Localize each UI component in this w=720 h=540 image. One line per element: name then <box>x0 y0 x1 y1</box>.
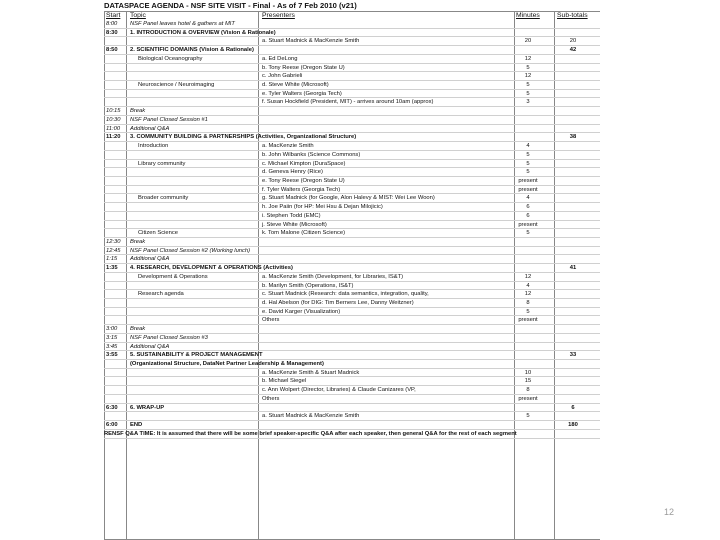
agenda-row <box>104 255 600 264</box>
row-minutes: 4 <box>526 282 530 289</box>
agenda-row <box>104 247 600 256</box>
row-subtotal: 180 <box>568 422 578 429</box>
row-minutes: present <box>518 395 538 402</box>
row-start-time: 3:00 <box>106 326 118 333</box>
agenda-row <box>104 37 600 46</box>
row-minutes: 12 <box>524 73 532 80</box>
row-presenter: b. Marilyn Smith (Operations, IS&T) <box>262 282 354 289</box>
row-presenter: d. Geneva Henry (Rice) <box>262 169 323 176</box>
row-subtopic: Neuroscience / Neuroimaging <box>138 82 215 89</box>
row-minutes: 12 <box>524 55 532 62</box>
agenda-row <box>104 133 600 142</box>
row-minutes: 5 <box>526 82 530 89</box>
row-minutes: 5 <box>526 413 530 420</box>
row-presenter: a. Stuart Madnick & MacKenzie Smith <box>262 38 360 45</box>
row-presenter: e. Tony Reese (Oregon State U) <box>262 177 345 184</box>
row-minutes: 8 <box>526 387 530 394</box>
row-minutes: present <box>518 221 538 228</box>
row-subtotal: 33 <box>569 352 577 359</box>
row-minutes: 5 <box>526 90 530 97</box>
row-start-time: 12:45 <box>106 247 121 254</box>
row-topic: Break <box>130 238 146 245</box>
agenda-row <box>104 238 600 247</box>
agenda-row <box>104 90 600 99</box>
row-presenter: d. Steve White (Microsoft) <box>262 82 329 89</box>
row-presenter: Others <box>262 317 280 324</box>
header-minutes: Minutes <box>516 12 540 19</box>
row-minutes: 4 <box>526 143 530 150</box>
row-start-time: 11:00 <box>106 125 121 132</box>
row-minutes: 12 <box>524 273 532 280</box>
row-presenter: b. Michael Siegel <box>262 378 307 385</box>
row-subtotal: 20 <box>569 38 577 45</box>
agenda-row <box>104 160 600 169</box>
agenda-row <box>104 29 600 38</box>
agenda-row <box>104 212 600 221</box>
row-subtopic: Introduction <box>138 143 169 150</box>
row-presenter: a. MacKenzie Smith <box>262 143 314 150</box>
row-presenter: h. Joe Paiin (for HP: Mei Hsu & Dejan Milojicic) <box>262 204 383 211</box>
agenda-row <box>104 264 600 273</box>
agenda-row <box>104 404 600 413</box>
row-topic: END <box>130 422 143 429</box>
row-topic: Additional Q&A <box>130 125 170 132</box>
row-presenter: a. MacKenzie Smith & Stuart Madnick <box>262 369 360 376</box>
row-topic: 5. SUSTAINABILITY & PROJECT MANAGEMENT <box>130 352 263 359</box>
agenda-row <box>104 107 600 116</box>
row-subtopic: Citizen Science <box>138 230 178 237</box>
agenda-row <box>104 186 600 195</box>
agenda-row <box>104 308 600 317</box>
row-presenter: c. John Gabrieli <box>262 73 303 80</box>
row-presenter: b. John Wilbanks (Science Commons) <box>262 151 361 158</box>
row-subtotal: 42 <box>569 47 577 54</box>
row-presenter: e. Tyler Walters (Georgia Tech) <box>262 90 342 97</box>
row-minutes: 10 <box>524 369 532 376</box>
agenda-row <box>104 421 600 430</box>
row-subtopic: Development & Operations <box>138 273 208 280</box>
row-subtotal: 38 <box>569 134 577 141</box>
agenda-sheet <box>104 0 600 540</box>
agenda-row <box>104 430 600 439</box>
row-presenter: Others <box>262 395 280 402</box>
row-start-time: 3:45 <box>106 343 118 350</box>
row-topic: NSF Panel Closed Session #3 <box>130 334 208 341</box>
agenda-row <box>104 316 600 325</box>
agenda-row <box>104 229 600 238</box>
row-minutes: 6 <box>526 204 530 211</box>
agenda-row <box>104 194 600 203</box>
row-subtopic: Research agenda <box>138 291 184 298</box>
row-topic: 1. INTRODUCTION & OVERVIEW (Vision & Rationale) <box>130 29 276 36</box>
row-minutes: present <box>518 186 538 193</box>
row-start-time: 10:15 <box>106 108 121 115</box>
row-start-time: 1:35 <box>106 265 118 272</box>
row-presenter: c. Stuart Madnick (Research: data semantics, integration, quality, <box>262 291 429 298</box>
row-topic: 3. COMMUNITY BUILDING & PARTNERSHIPS (Activities, Organizational Structure) <box>130 134 357 141</box>
row-topic: Break <box>130 108 146 115</box>
agenda-row <box>104 273 600 282</box>
row-topic: NSF Panel Closed Session #2 (Working lunch) <box>130 247 251 254</box>
row-start-time: 8:30 <box>106 29 118 36</box>
agenda-title: DATASPACE AGENDA - NSF SITE VISIT - Final - As of 7 Feb 2010 (v21) <box>104 1 357 10</box>
row-subtotal: 41 <box>569 265 577 272</box>
agenda-row <box>104 98 600 107</box>
agenda-row <box>104 20 600 29</box>
row-start-time: 8:50 <box>106 47 118 54</box>
row-minutes: 3 <box>526 99 530 106</box>
agenda-row <box>104 116 600 125</box>
row-minutes: 5 <box>526 151 530 158</box>
row-minutes: 5 <box>526 64 530 71</box>
row-start-time: 10:30 <box>106 116 121 123</box>
agenda-row <box>104 377 600 386</box>
row-presenter: e. David Karger (Visualization) <box>262 308 341 315</box>
header-topic: Topic <box>130 12 146 19</box>
row-minutes: 20 <box>524 38 532 45</box>
row-start-time: 3:15 <box>106 334 118 341</box>
agenda-rows <box>104 20 600 439</box>
row-presenter: d. Hal Abelson (for DIG: Tim Berners Lee, Danny Weitzner) <box>262 300 414 306</box>
header-start: Start <box>106 12 121 19</box>
agenda-row <box>104 221 600 230</box>
header-presenters: Presenters <box>262 12 295 19</box>
agenda-row <box>104 351 600 360</box>
agenda-row <box>104 325 600 334</box>
row-subtopic: Library community <box>138 160 186 167</box>
agenda-row <box>104 386 600 395</box>
row-start-time: 1:15 <box>106 256 118 263</box>
row-topic: 4. RESEARCH, DEVELOPMENT & OPERATIONS (Activities) <box>130 265 293 272</box>
agenda-row <box>104 203 600 212</box>
row-start-time: 6:30 <box>106 404 118 411</box>
agenda-row <box>104 64 600 73</box>
row-presenter: j. Steve White (Microsoft) <box>262 221 327 228</box>
row-start-time: 12:30 <box>106 238 121 245</box>
agenda-row <box>104 395 600 404</box>
agenda-row <box>104 334 600 343</box>
agenda-row <box>104 72 600 81</box>
agenda-row <box>104 168 600 177</box>
row-minutes: present <box>518 317 538 324</box>
row-subtopic: Broader community <box>138 195 189 202</box>
row-presenter: f. Susan Hockfield (President, MIT) - arrives around 10am (approx) <box>262 99 434 106</box>
row-minutes: 5 <box>526 230 530 237</box>
row-presenter: a. MacKenzie Smith (Development, for Libraries, IS&T) <box>262 273 404 280</box>
row-start-time: 11:20 <box>106 134 121 141</box>
agenda-row <box>104 55 600 64</box>
row-minutes: 5 <box>526 169 530 176</box>
agenda-row <box>104 282 600 291</box>
row-topic: 6. WRAP-UP <box>130 404 165 411</box>
agenda-row <box>104 151 600 160</box>
header-subtotals: Sub-totals <box>557 12 588 19</box>
agenda-row <box>104 360 600 369</box>
row-topic: (Organizational Structure, DataNet Partner Leadership & Management) <box>130 361 324 368</box>
row-minutes: 8 <box>526 300 530 306</box>
row-presenter: i. Stephen Todd (EMC) <box>262 212 321 219</box>
page-number: 12 <box>664 507 675 517</box>
row-topic: 2. SCIENTIFIC DOMAINS (Vision & Rationale) <box>130 47 254 54</box>
row-subtotal: 6 <box>571 404 575 411</box>
row-minutes: 12 <box>524 291 532 298</box>
row-topic: Additional Q&A <box>130 256 170 263</box>
row-start-time: 8:00 <box>106 21 118 27</box>
row-start-time: 6:00 <box>106 422 118 429</box>
row-presenter: k. Tom Malone (Citizen Science) <box>262 230 346 237</box>
agenda-row <box>104 46 600 55</box>
row-topic: Additional Q&A <box>130 343 170 350</box>
row-minutes: 5 <box>526 308 530 315</box>
row-subtopic: Biological Oceanography <box>138 55 203 62</box>
row-presenter: g. Stuart Madnick (for Google, Alon Halevy & MIST: Wei Lee Woon) <box>262 195 435 202</box>
row-minutes: 4 <box>526 195 530 202</box>
row-topic: Break <box>130 326 146 333</box>
agenda-row <box>104 299 600 308</box>
row-presenter: a. Stuart Madnick & MacKenzie Smith <box>262 413 360 420</box>
row-presenter: a. Ed DeLong <box>262 55 298 62</box>
row-minutes: 15 <box>524 378 532 385</box>
row-presenter: f. Tyler Walters (Georgia Tech) <box>262 186 341 193</box>
agenda-row <box>104 125 600 134</box>
row-topic: NSF Panel Closed Session #1 <box>130 116 208 123</box>
agenda-row <box>104 369 600 378</box>
agenda-row <box>104 412 600 421</box>
row-presenter: b. Tony Reese (Oregon State U) <box>262 64 345 71</box>
agenda-row <box>104 142 600 151</box>
agenda-row <box>104 343 600 352</box>
agenda-row <box>104 177 600 186</box>
row-presenter: c. Michael Kimpton (DuraSpace) <box>262 160 346 167</box>
row-presenter: c. Ann Wolpert (Director, Libraries) & Claude Canizares (VP, <box>262 387 416 394</box>
row-minutes: 5 <box>526 160 530 167</box>
row-minutes: 6 <box>526 212 530 219</box>
agenda-row <box>104 290 600 299</box>
agenda-row <box>104 81 600 90</box>
row-start-time: 3:55 <box>106 352 118 359</box>
row-topic: NSF Panel leaves hotel & gathers at MIT <box>130 21 235 27</box>
row-minutes: present <box>518 177 538 184</box>
agenda-note: RENSF Q&A TIME: It is assumed that there will be some brief speaker-specific Q&A after each speaker, then general Q&A for the rest of each segment <box>104 430 517 437</box>
